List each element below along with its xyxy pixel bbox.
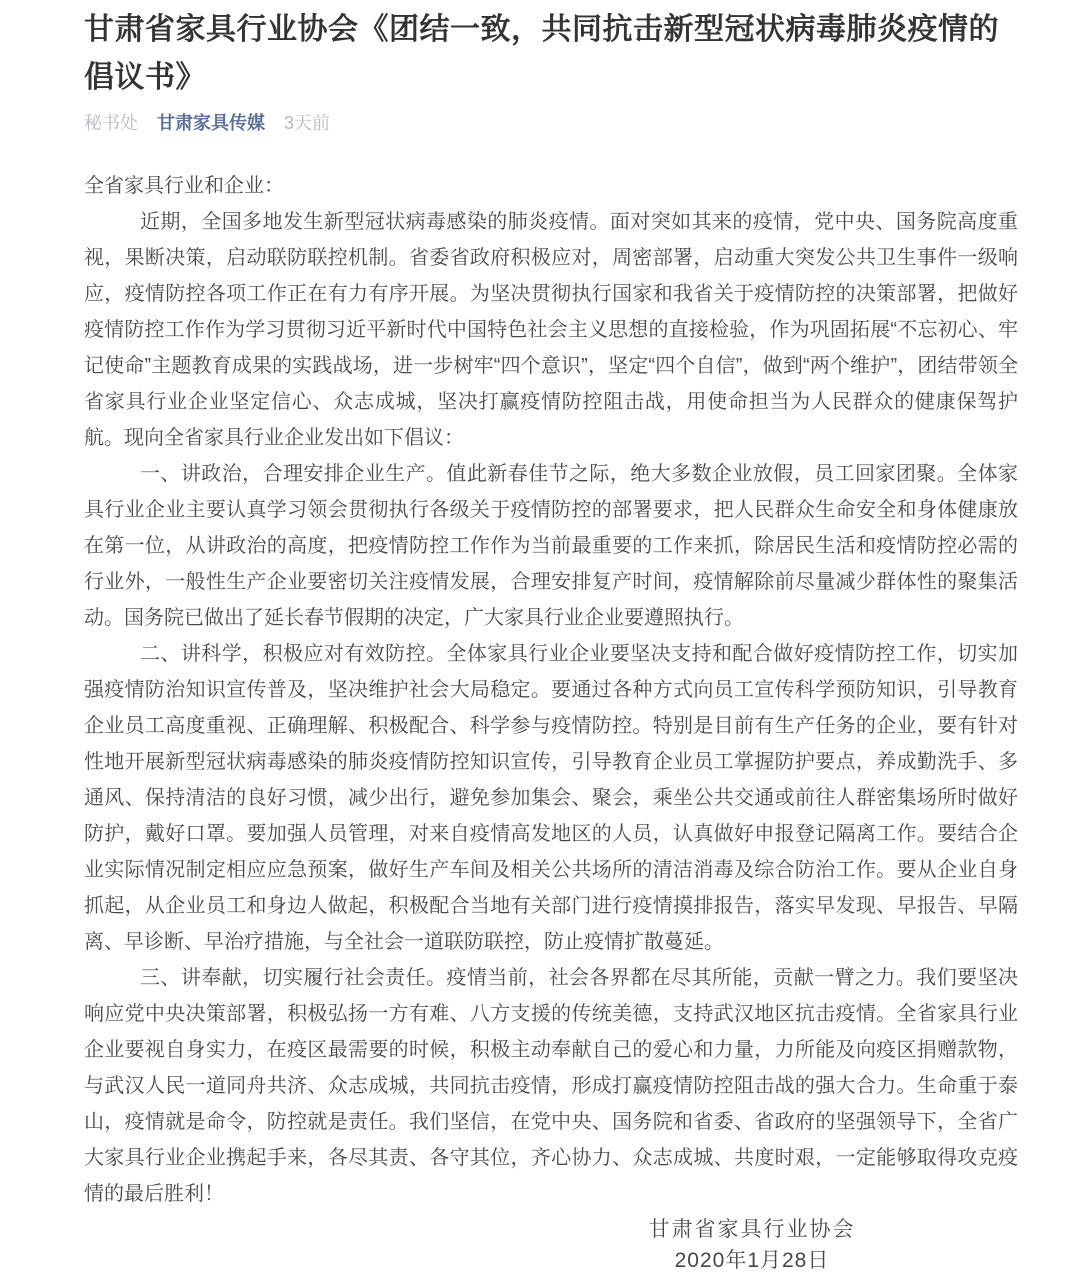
article-byline: [84, 111, 1018, 135]
salutation-line: 全省家具行业和企业：: [84, 175, 284, 197]
paragraph-intro: 近期，全国多地发生新型冠状病毒感染的肺炎疫情。面对突如其来的疫情，党中央、国务院高度重视，果断决策，启动联防联控机制。省委省政府积极应对，周密部署，启动重大突发公共卫生事件一级响应，疫情防控各项工作正在有力有序开展。为坚决贯彻执行国家和我省关于疫情防控的决策部署，把做好疫情防控工作作为学习贯彻习近平新时代中国特色社会主义思想的直接检验，作为巩固拓展“不忘初心、牢记使命”主题教育成果的实践战场，进一步树牢“四个意识”，坚定“四个自信”，做到“两个维护”，团结带领全省家具行业企业坚定信心、众志成城，坚决打赢疫情防控阻击战，用使命担当为人民群众的健康保驾护航。现向全省家具行业企业发出如下倡议：: [84, 211, 1018, 449]
byline-author: 秘书处: [84, 113, 138, 133]
paragraph-point-3-dedication: 三、讲奉献，切实履行社会责任。疫情当前，社会各界都在尽其所能，贡献一臂之力。我们要坚决响应党中央决策部署，积极弘扬一方有难、八方支援的传统美德，支持武汉地区抗击疫情。全省家具行业企业要视自身实力，在疫区最需要的时候，积极主动奉献自己的爱心和力量，力所能及向疫区捐赠款物，与武汉人民一道同舟共济、众志成城，共同抗击疫情，形成打赢疫情防控阻击战的强大合力。生命重于泰山，疫情就是命令，防控就是责任。我们坚信，在党中央、国务院和省委、省政府的坚强领导下，全省广大家具行业企业携起手来，各尽其责、各守其位，齐心协力、众志成城、共度时艰，一定能够取得攻克疫情的最后胜利！: [84, 967, 1018, 1205]
paragraph-point-1-politics: 一、讲政治，合理安排企业生产。值此新春佳节之际，绝大多数企业放假，员工回家团聚。全体家具行业企业主要认真学习领会贯彻执行各级关于疫情防控的部署要求，把人民群众生命安全和身体健康放在第一位，从讲政治的高度，把疫情防控工作作为当前最重要的工作来抓，除居民生活和疫情防控必需的行业外，一般性生产企业要密切关注疫情发展，合理安排复产时间，疫情解除前尽量减少群体性的聚集活动。国务院已做出了延长春节假期的决定，广大家具行业企业要遵照执行。: [84, 463, 1018, 629]
signature-block: [502, 1214, 1002, 1274]
signature-organization: 甘肃省家具行业协会: [648, 1218, 856, 1241]
byline-account-link[interactable]: 甘肃家具传媒: [157, 113, 266, 133]
article-title: 甘肃省家具行业协会《团结一致，共同抗击新型冠状病毒肺炎疫情的倡议书》: [84, 13, 999, 94]
byline-timestamp: 3天前: [284, 113, 331, 133]
paragraph-point-2-science: 二、讲科学，积极应对有效防控。全体家具行业企业要坚决支持和配合做好疫情防控工作，切实加强疫情防治知识宣传普及，坚决维护社会大局稳定。要通过各种方式向员工宣传科学预防知识，引导教育企业员工高度重视、正确理解、积极配合、科学参与疫情防控。特别是目前有生产任务的企业，要有针对性地开展新型冠状病毒感染的肺炎疫情防控知识宣传，引导教育企业员工掌握防护要点，养成勤洗手、多通风、保持清洁的良好习惯，减少出行，避免参加集会、聚会，乘坐公共交通或前往人群密集场所时做好防护，戴好口罩。要加强人员管理，对来自疫情高发地区的人员，认真做好申报登记隔离工作。要结合企业实际情况制定相应应急预案，做好生产车间及相关公共场所的清洁消毒及综合防治工作。要从企业自身抓起，从企业员工和身边人做起，积极配合当地有关部门进行疫情摸排报告，落实早发现、早报告、早隔离、早诊断、早治疗措施，与全社会一道联防联控，防止疫情扩散蔓延。: [84, 643, 1018, 953]
article-body: [84, 168, 1018, 1214]
signature-date: 2020年1月28日: [674, 1249, 830, 1272]
